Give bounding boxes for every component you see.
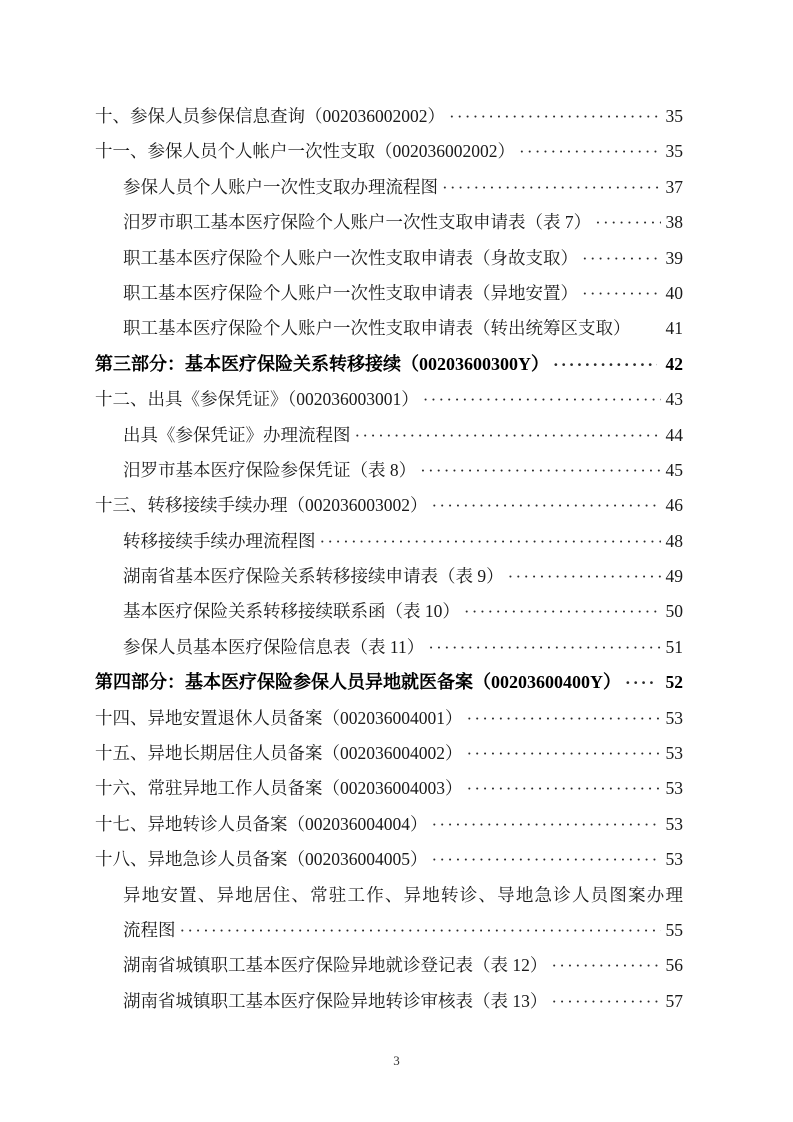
toc-page-number: 53 bbox=[665, 849, 683, 870]
toc-entry[interactable] bbox=[95, 494, 683, 529]
toc-leader-dots bbox=[449, 105, 661, 128]
toc-leader-dots bbox=[355, 424, 661, 447]
toc-entry[interactable] bbox=[95, 671, 683, 706]
toc-entry-text: 十三、转移接续手续办理（002036003002） bbox=[95, 495, 428, 516]
toc-page-number: 45 bbox=[665, 459, 683, 480]
toc-page-number: 49 bbox=[665, 566, 683, 587]
toc-page-number: 46 bbox=[665, 495, 683, 516]
toc-entry[interactable] bbox=[95, 777, 683, 812]
toc-entry-text: 第四部分：基本医疗保险参保人员异地就医备案（00203600400Y） bbox=[95, 672, 621, 693]
toc-entry-text: 十六、常驻异地工作人员备案（002036004003） bbox=[95, 778, 463, 799]
toc-leader-dots bbox=[553, 353, 657, 376]
toc-page-number: 53 bbox=[665, 707, 683, 728]
toc-entry[interactable] bbox=[95, 565, 683, 600]
toc-entry-text: 十七、异地转诊人员备案（002036004004） bbox=[95, 813, 428, 834]
toc-leader-dots bbox=[467, 742, 661, 765]
toc-page-number: 48 bbox=[665, 530, 683, 551]
toc-entry[interactable] bbox=[95, 282, 683, 317]
toc-entry-text: 参保人员个人账户一次性支取办理流程图 bbox=[123, 176, 438, 197]
toc-leader-dots bbox=[467, 777, 661, 800]
toc-entry[interactable] bbox=[95, 919, 683, 954]
toc-page-number: 40 bbox=[665, 282, 683, 303]
toc-entry[interactable] bbox=[95, 600, 683, 635]
toc-entry-text: 参保人员基本医疗保险信息表（表 11） bbox=[123, 636, 425, 657]
toc-entry[interactable] bbox=[95, 353, 683, 388]
toc-entry[interactable] bbox=[95, 954, 683, 989]
toc-leader-dots bbox=[508, 565, 661, 588]
footer-page-number: 3 bbox=[393, 1053, 400, 1068]
toc-leader-dots bbox=[423, 388, 661, 411]
toc-entry[interactable] bbox=[95, 247, 683, 282]
toc-entry-text: 流程图 bbox=[123, 919, 176, 940]
toc-entry-text: 十五、异地长期居住人员备案（002036004002） bbox=[95, 743, 463, 764]
toc-entry[interactable] bbox=[95, 848, 683, 883]
toc-entry[interactable] bbox=[95, 742, 683, 777]
toc-entry[interactable] bbox=[95, 636, 683, 671]
toc-page-number: 50 bbox=[665, 601, 683, 622]
toc-entry[interactable] bbox=[95, 459, 683, 494]
toc-entry[interactable] bbox=[95, 813, 683, 848]
toc-entry-text: 湖南省城镇职工基本医疗保险异地就诊登记表（表 12） bbox=[123, 955, 548, 976]
toc-entry-text: 职工基本医疗保险个人账户一次性支取申请表（身故支取） bbox=[123, 247, 578, 268]
toc-entry-text: 异地安置、异地居住、常驻工作、异地转诊、导地急诊人员图案办理 bbox=[123, 884, 683, 905]
toc-entry-text: 十一、参保人员个人帐户一次性支取（002036002002） bbox=[95, 141, 515, 162]
toc-page-number: 55 bbox=[665, 919, 683, 940]
toc-page-number: 51 bbox=[665, 636, 683, 657]
toc-entry-text: 第三部分：基本医疗保险关系转移接续（00203600300Y） bbox=[95, 353, 549, 374]
toc-leader-dots bbox=[519, 140, 661, 163]
toc-leader-dots bbox=[180, 919, 661, 942]
toc-entry[interactable] bbox=[95, 388, 683, 423]
toc-leader-dots bbox=[432, 813, 661, 836]
toc-page-number: 38 bbox=[665, 212, 683, 233]
toc-entry[interactable] bbox=[95, 176, 683, 211]
toc-leader-dots bbox=[467, 707, 661, 730]
toc-entry-text: 汨罗市职工基本医疗保险个人账户一次性支取申请表（表 7） bbox=[123, 212, 592, 233]
toc-page-number: 43 bbox=[665, 389, 683, 410]
toc-entry-text: 十、参保人员参保信息查询（002036002002） bbox=[95, 106, 445, 126]
toc-page-number: 41 bbox=[665, 318, 683, 339]
toc-entry-text: 十八、异地急诊人员备案（002036004005） bbox=[95, 849, 428, 870]
toc-entry-text: 基本医疗保险关系转移接续联系函（表 10） bbox=[123, 601, 460, 622]
toc-leader-dots bbox=[595, 211, 660, 234]
toc-page-number: 37 bbox=[665, 176, 683, 197]
toc-page-number: 53 bbox=[665, 778, 683, 799]
toc-entry-text: 十二、出具《参保凭证》（002036003001） bbox=[95, 389, 419, 410]
toc-leader-dots bbox=[551, 990, 660, 1013]
toc-page-number: 44 bbox=[665, 424, 683, 445]
toc-entry-text: 职工基本医疗保险个人账户一次性支取申请表（异地安置） bbox=[123, 282, 578, 303]
toc-entry-text: 汨罗市基本医疗保险参保凭证（表 8） bbox=[123, 459, 417, 480]
toc-leader-dots bbox=[551, 954, 660, 977]
toc-leader-dots bbox=[442, 176, 661, 199]
toc-leader-dots bbox=[428, 636, 660, 659]
toc-entry[interactable] bbox=[95, 211, 683, 246]
toc-page-number: 35 bbox=[665, 141, 683, 162]
toc-leader-dots bbox=[582, 282, 661, 305]
toc-entry[interactable] bbox=[95, 530, 683, 565]
toc-entry[interactable] bbox=[95, 884, 683, 919]
toc-entry[interactable] bbox=[95, 990, 683, 1025]
toc-page-number: 42 bbox=[665, 353, 683, 374]
toc-page-number: 39 bbox=[665, 247, 683, 268]
toc-entry-text: 转移接续手续办理流程图 bbox=[123, 530, 316, 551]
page-footer bbox=[0, 1053, 793, 1069]
toc-leader-dots bbox=[320, 530, 661, 553]
toc-entry-text: 十四、异地安置退休人员备案（002036004001） bbox=[95, 707, 463, 728]
toc-entry[interactable] bbox=[95, 424, 683, 459]
toc-page-number: 57 bbox=[665, 990, 683, 1011]
toc-leader-dots bbox=[432, 848, 661, 871]
toc-page-number: 52 bbox=[665, 672, 683, 693]
table-of-contents bbox=[95, 105, 683, 1025]
toc-leader-dots bbox=[582, 247, 661, 270]
toc-page-number: 53 bbox=[665, 743, 683, 764]
toc-entry-text: 职工基本医疗保险个人账户一次性支取申请表（转出统筹区支取） bbox=[123, 318, 631, 339]
toc-page-number: 56 bbox=[665, 955, 683, 976]
toc-entry-text: 出具《参保凭证》办理流程图 bbox=[123, 424, 351, 445]
toc-page-number: 35 bbox=[665, 106, 683, 126]
toc-leader-dots bbox=[625, 671, 657, 694]
toc-leader-dots bbox=[432, 494, 661, 517]
toc-page-number: 53 bbox=[665, 813, 683, 834]
toc-leader-dots bbox=[464, 600, 661, 623]
toc-entry-text: 湖南省基本医疗保险关系转移接续申请表（表 9） bbox=[123, 566, 504, 587]
toc-entry[interactable] bbox=[95, 317, 683, 352]
toc-entry[interactable] bbox=[95, 140, 683, 175]
toc-entry-text: 湖南省城镇职工基本医疗保险异地转诊审核表（表 13） bbox=[123, 990, 548, 1011]
toc-entry[interactable] bbox=[95, 105, 683, 140]
toc-leader-dots bbox=[420, 459, 660, 482]
toc-entry[interactable] bbox=[95, 707, 683, 742]
